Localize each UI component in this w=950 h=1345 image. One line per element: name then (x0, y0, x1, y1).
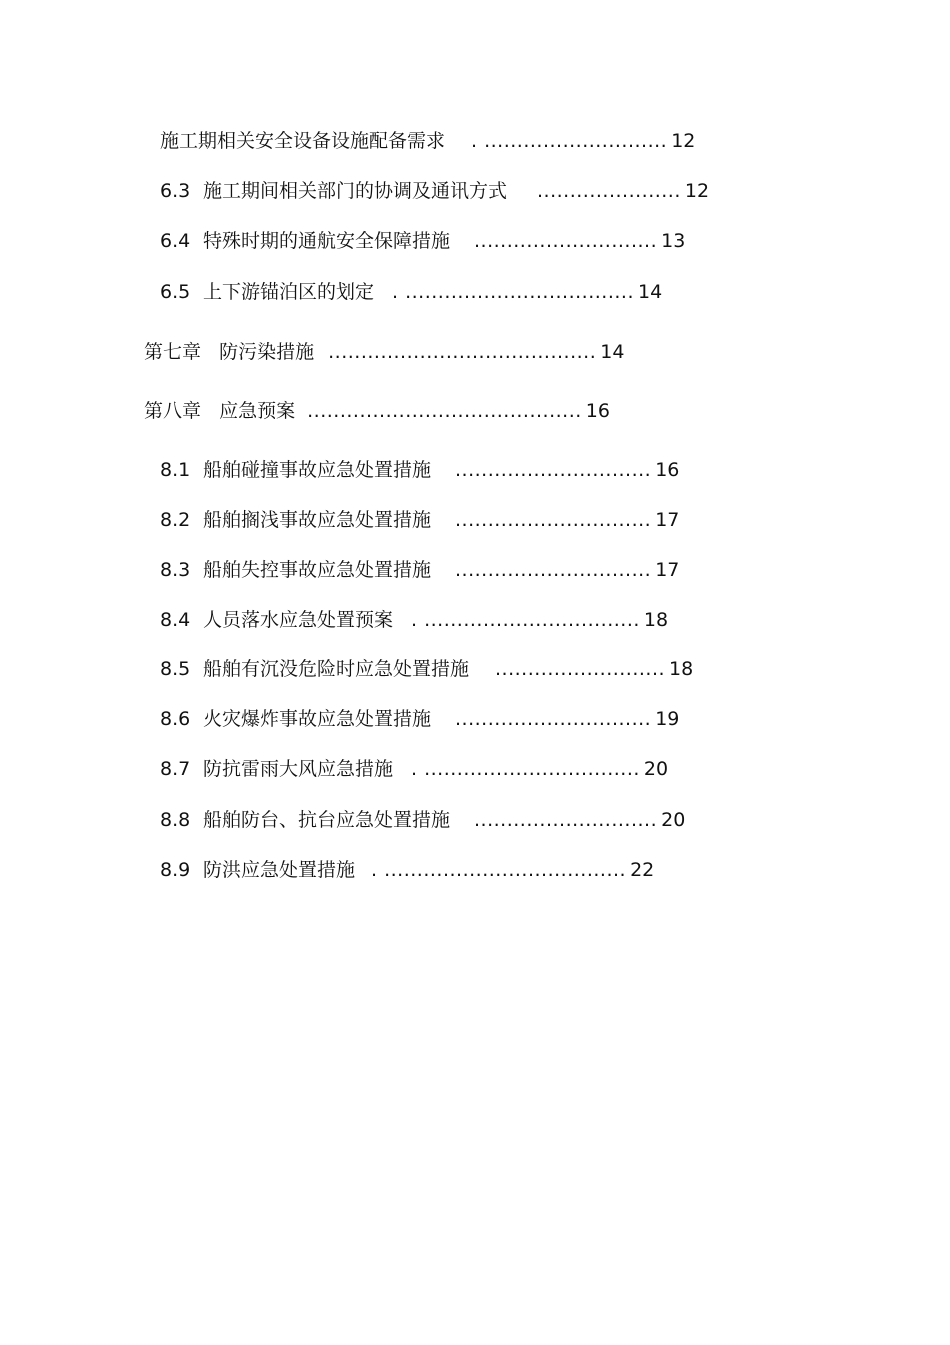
toc-entry-number: 6.5 (160, 281, 191, 303)
toc-entry[interactable] (160, 857, 654, 883)
toc-page-number: 22 (630, 859, 655, 881)
toc-entry-number: 8.5 (160, 658, 191, 680)
toc-leader: ............................ (474, 809, 658, 831)
toc-leader: .............................. (455, 509, 652, 531)
toc-leader: . ..................................... (371, 859, 627, 881)
toc-entry-title: 船舶防台、抗台应急处置措施 (203, 809, 451, 831)
toc-entry-number: 8.6 (160, 708, 191, 730)
toc-entry[interactable] (160, 228, 685, 254)
toc-page-number: 18 (669, 658, 694, 680)
toc-entry-number: 8.4 (160, 609, 191, 631)
toc-entry[interactable] (160, 507, 679, 533)
toc-entry[interactable] (160, 756, 668, 782)
toc-entry-number: 8.9 (160, 859, 191, 881)
toc-entry-title: 施工期间相关部门的协调及通讯方式 (203, 180, 508, 202)
toc-entry-title: 防洪应急处置措施 (203, 859, 356, 881)
toc-leader: .............................. (455, 559, 652, 581)
toc-entry[interactable] (160, 557, 679, 583)
toc-leader: . ................................. (411, 758, 640, 780)
toc-leader: .......................................... (307, 400, 582, 422)
toc-entry-title: 船舶失控事故应急处置措施 (203, 559, 432, 581)
toc-page-number: 12 (671, 130, 696, 152)
toc-page-number: 16 (655, 459, 680, 481)
toc-entry-number: 8.2 (160, 509, 191, 531)
toc-leader: .......................... (495, 658, 666, 680)
toc-leader: . ................................... (392, 281, 634, 303)
toc-entry-title: 上下游锚泊区的划定 (203, 281, 375, 303)
toc-entry[interactable] (160, 279, 662, 305)
toc-entry-title: 防抗雷雨大风应急措施 (203, 758, 394, 780)
toc-leader: ...................... (537, 180, 681, 202)
toc-page-number: 13 (661, 230, 686, 252)
toc-entry[interactable] (160, 178, 709, 204)
toc-entry[interactable] (160, 706, 679, 732)
toc-entry-title: 船舶搁浅事故应急处置措施 (203, 509, 432, 531)
toc-entry-title: 火灾爆炸事故应急处置措施 (203, 708, 432, 730)
toc-leader: .............................. (455, 708, 652, 730)
toc-leader: . ................................. (411, 609, 640, 631)
toc-entry-number: 8.3 (160, 559, 191, 581)
toc-page-number: 19 (655, 708, 680, 730)
toc-entry[interactable] (160, 656, 693, 682)
toc-page-number: 20 (643, 758, 669, 780)
toc-page-number: 17 (655, 559, 680, 581)
toc-page-number: 18 (643, 609, 669, 631)
toc-page-number: 20 (661, 809, 686, 831)
toc-page-number: 16 (585, 400, 610, 422)
toc-entry-number: 6.4 (160, 230, 191, 252)
toc-entry[interactable] (160, 607, 668, 633)
toc-entry-number: 8.8 (160, 809, 191, 831)
toc-chapter-entry[interactable] (144, 339, 624, 365)
toc-entry-number: 8.1 (160, 459, 191, 481)
toc-entry[interactable] (160, 807, 685, 833)
toc-entry-title: 人员落水应急处置预案 (203, 609, 394, 631)
toc-page-number: 12 (684, 180, 710, 202)
toc-leader: ............................ (474, 230, 658, 252)
toc-entry-title: 第八章 应急预案 (144, 400, 296, 422)
toc-entry-title: 第七章 防污染措施 (144, 341, 315, 363)
toc-chapter-entry[interactable] (144, 398, 610, 424)
toc-leader: .............................. (455, 459, 652, 481)
toc-entry-number: 8.7 (160, 758, 191, 780)
toc-entry-title: 特殊时期的通航安全保障措施 (203, 230, 451, 252)
toc-entry-title: 施工期相关安全设备设施配备需求 (160, 130, 446, 152)
toc-page-number: 14 (600, 341, 625, 363)
toc-page-number: 14 (637, 281, 663, 303)
toc-page-number: 17 (655, 509, 680, 531)
toc-entry-title: 船舶碰撞事故应急处置措施 (203, 459, 432, 481)
toc-leader: ......................................... (328, 341, 597, 363)
toc-leader: . ............................ (471, 130, 668, 152)
toc-entry-title: 船舶有沉没危险时应急处置措施 (203, 658, 470, 680)
toc-entry-number: 6.3 (160, 180, 191, 202)
toc-entry[interactable] (160, 457, 679, 483)
toc-entry[interactable] (160, 128, 695, 154)
